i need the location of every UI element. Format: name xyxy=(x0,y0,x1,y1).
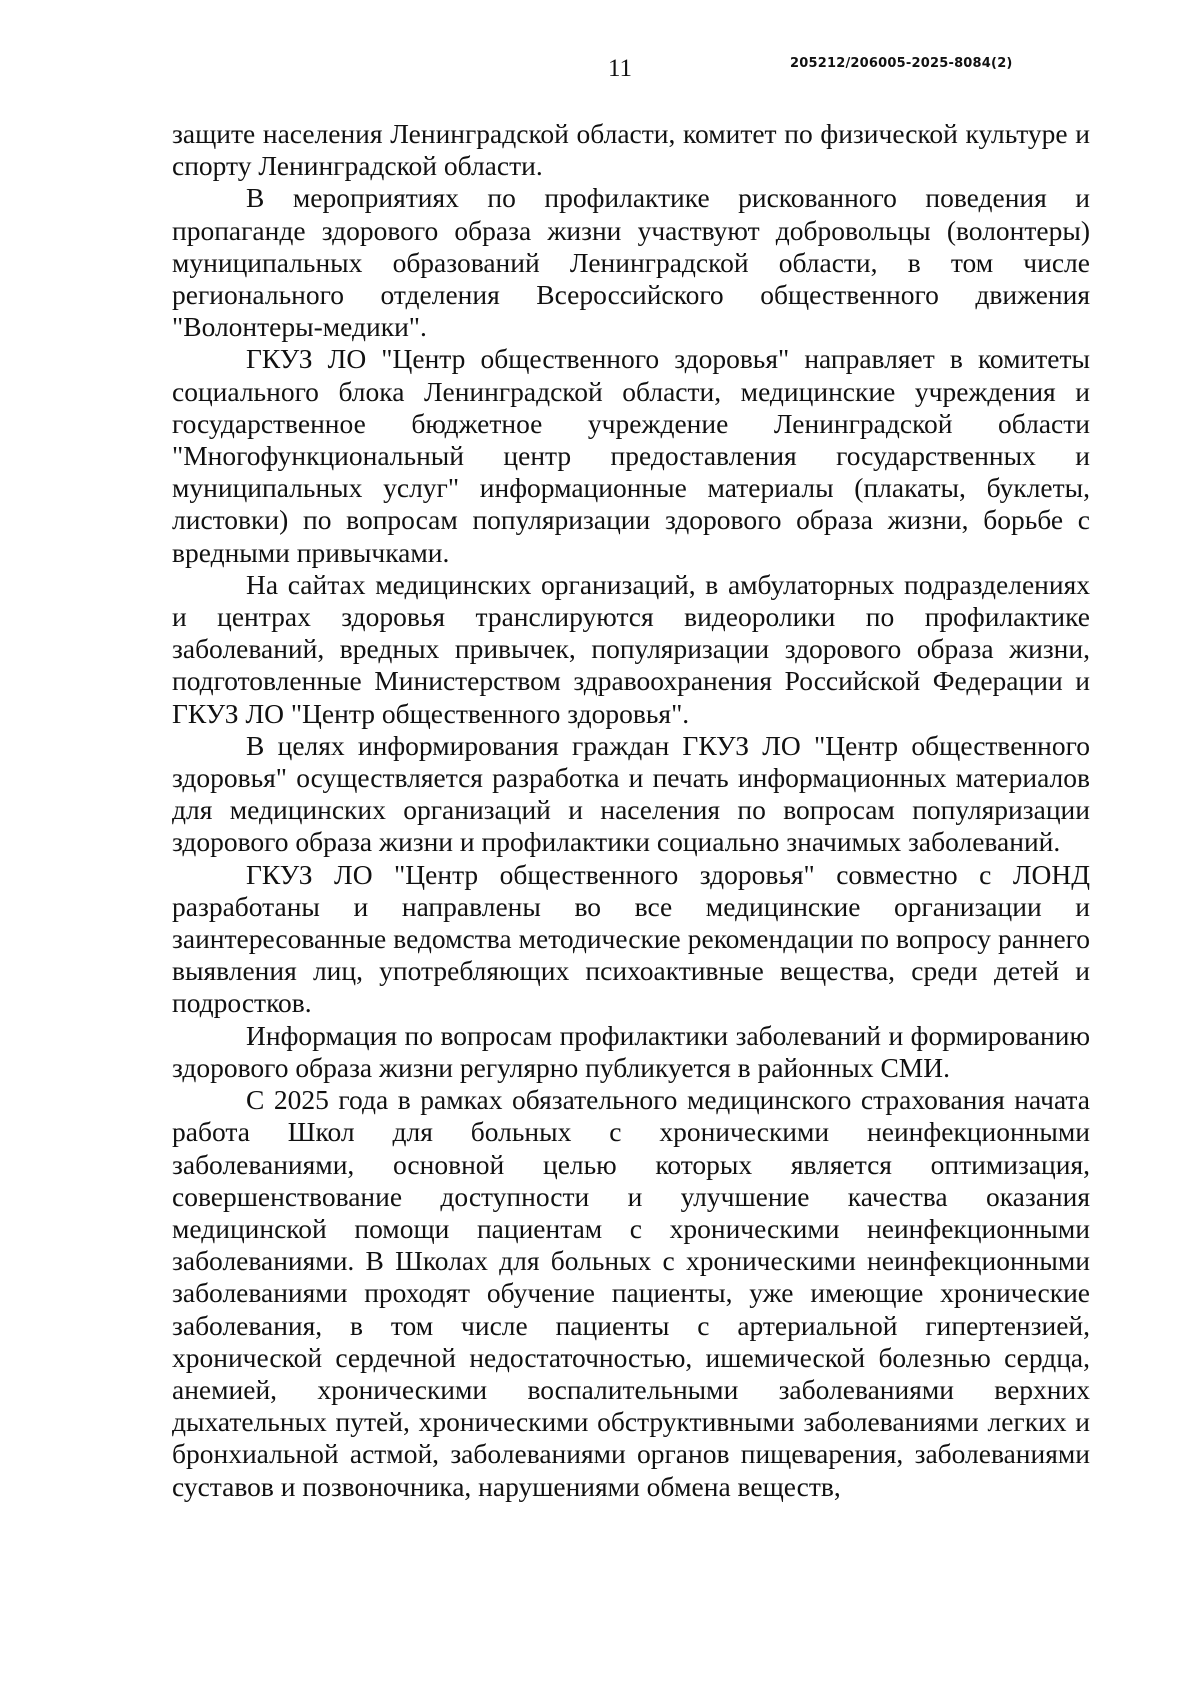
paragraph-method-recommendations: ГКУЗ ЛО "Центр общественного здоровья" совместно с ЛОНД разработаны и направлены во все медицинские организации и заинтересованные ведомства методические рекомендации по вопросу раннего выявления лиц, употребляющих психоактивные вещества, среди детей и подростков. xyxy=(172,858,1090,1019)
paragraph-continuation: защите населения Ленинградской области, комитет по физической культуре и спорту Ленинградской области. xyxy=(172,118,1090,182)
document-id: 205212/206005-2025-8084(2) xyxy=(790,56,1013,71)
paragraph-video-clips: На сайтах медицинских организаций, в амбулаторных подразделениях и центрах здоровья транслируются видеоролики по профилактике заболеваний, вредных привычек, популяризации здорового образа жизни, подготовленные Министерством здравоохранения Российской Федерации и ГКУЗ ЛО "Центр общественного здоровья". xyxy=(172,568,1090,729)
paragraph-info-materials: ГКУЗ ЛО "Центр общественного здоровья" направляет в комитеты социального блока Ленинградской области, медицинские учреждения и государственное бюджетное учреждение Ленинградской области "Многофункциональный центр предоставления государственных и муниципальных услуг" информационные материалы (плакаты, буклеты, листовки) по вопросам популяризации здорового образа жизни, борьбе с вредными привычками. xyxy=(172,343,1090,568)
paragraph-media: Информация по вопросам профилактики заболеваний и формированию здорового образа жизни регулярно публикуется в районных СМИ. xyxy=(172,1019,1090,1083)
paragraph-informing-citizens: В целях информирования граждан ГКУЗ ЛО "Центр общественного здоровья" осуществляется разработка и печать информационных материалов для медицинских организаций и населения по вопросам популяризации здорового образа жизни и профилактики социально значимых заболеваний. xyxy=(172,729,1090,858)
document-body xyxy=(172,118,1090,1503)
paragraph-schools: С 2025 года в рамках обязательного медицинского страхования начата работа Школ для больных с хроническими неинфекционными заболеваниями, основной целью которых является оптимизация, совершенствование доступности и улучшение качества оказания медицинской помощи пациентам с хроническими неинфекционными заболеваниями. В Школах для больных с хроническими неинфекционными заболеваниями проходят обучение пациенты, уже имеющие хронические заболевания, в том числе пациенты с артериальной гипертензией, хронической сердечной недостаточностью, ишемической болезнью сердца, анемией, хроническими воспалительными заболеваниями верхних дыхательных путей, хроническими обструктивными заболеваниями легких и бронхиальной астмой, заболеваниями органов пищеварения, заболеваниями суставов и позвоночника, нарушениями обмена веществ, xyxy=(172,1084,1090,1502)
paragraph-volunteers: В мероприятиях по профилактике рискованного поведения и пропаганде здорового образа жизни участвуют добровольцы (волонтеры) муниципальных образований Ленинградской области, в том числе регионального отделения Всероссийского общественного движения "Волонтеры-медики". xyxy=(172,182,1090,343)
page-number: 11 xyxy=(607,55,633,82)
